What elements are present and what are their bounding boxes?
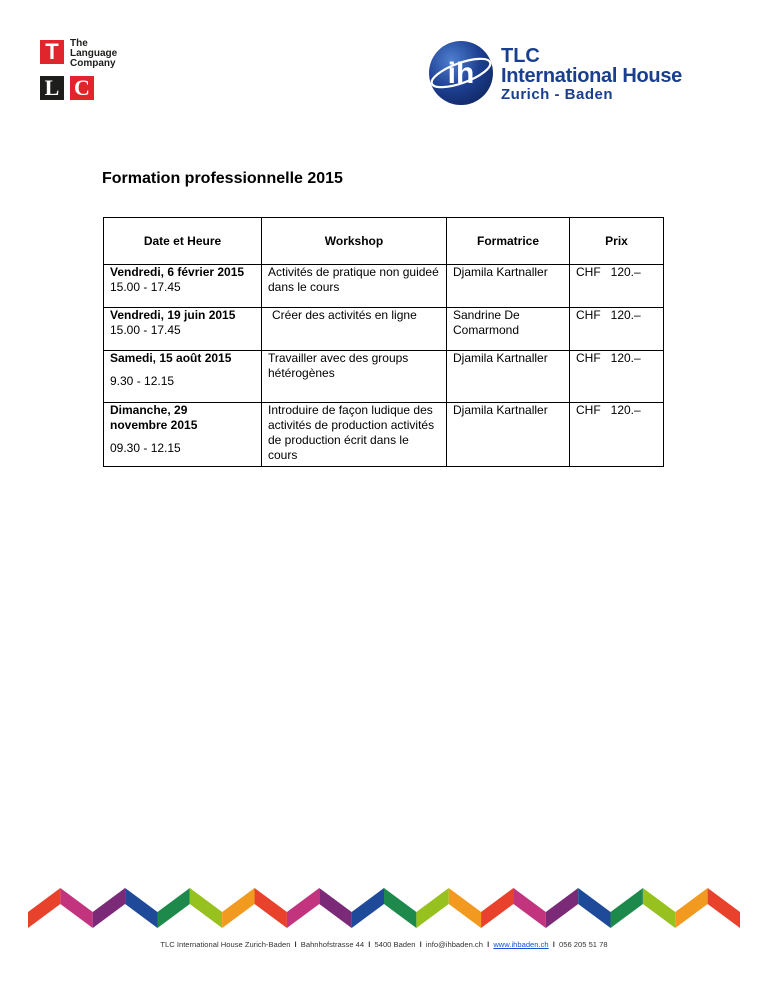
zigzag-segment	[481, 888, 513, 928]
cell-workshop: Activités de pratique non guideé dans le cours	[262, 265, 447, 308]
cell-workshop: Travailler avec des groups hétérogènes	[262, 351, 447, 403]
cell-trainer: Djamila Kartnaller	[447, 265, 570, 308]
zigzag-segment	[287, 888, 319, 928]
header-workshop: Workshop	[262, 218, 447, 265]
cell-date	[104, 351, 262, 403]
logo-tile-c: C	[70, 76, 94, 100]
decorative-zigzag-ribbon	[28, 882, 740, 932]
zigzag-segment	[93, 888, 125, 928]
document-title: Formation professionnelle 2015	[102, 170, 343, 187]
footer-org: TLC International House Zurich-Baden	[160, 940, 291, 949]
row-time: 15.00 - 17.45	[110, 323, 181, 337]
logo-company-name	[70, 39, 117, 69]
table-row	[104, 351, 664, 403]
zigzag-segment	[675, 888, 707, 928]
ih-wordmark	[501, 46, 682, 104]
zigzag-segment	[255, 888, 287, 928]
zigzag-segment	[60, 888, 92, 928]
cell-date	[104, 265, 262, 308]
zigzag-segment	[513, 888, 545, 928]
ih-mark: ih	[447, 57, 475, 90]
table-row	[104, 265, 664, 308]
zigzag-segment	[643, 888, 675, 928]
footer-website-link[interactable]: www.ihbaden.ch	[493, 940, 549, 949]
zigzag-segment	[416, 888, 448, 928]
zigzag-segment	[449, 888, 481, 928]
cell-price: CHF 120.–	[570, 403, 664, 467]
footer-contact	[0, 940, 768, 949]
ih-globe-icon	[428, 40, 494, 106]
zigzag-segment	[157, 888, 189, 928]
footer-email: info@ihbaden.ch	[425, 940, 483, 949]
table-row	[104, 403, 664, 467]
footer-separator: l	[368, 940, 371, 949]
logo-name-line2: Language	[70, 48, 118, 59]
cell-workshop	[262, 308, 447, 351]
footer-separator: l	[487, 940, 490, 949]
header-price: Prix	[570, 218, 664, 265]
row-time: 9.30 - 12.15	[110, 374, 175, 388]
row-date: Vendredi, 6 février 2015	[110, 265, 245, 279]
ih-logo	[428, 40, 718, 110]
header-date: Date et Heure	[104, 218, 262, 265]
logo-name-line1: The	[70, 38, 88, 49]
zigzag-segment	[222, 888, 254, 928]
table-row	[104, 308, 664, 351]
cell-trainer: Djamila Kartnaller	[447, 403, 570, 467]
ih-line-tlc: TLC	[501, 45, 540, 67]
header-trainer: Formatrice	[447, 218, 570, 265]
row-date: Vendredi, 19 juin 2015	[110, 308, 236, 322]
row-workshop: Créer des activités en ligne	[272, 308, 417, 322]
cell-workshop: Introduire de façon ludique des activités de production activités de production écrit dans le cours	[262, 403, 447, 467]
footer-phone: 056 205 51 78	[559, 940, 608, 949]
table-header-row	[104, 218, 664, 265]
cell-trainer: Sandrine De Comarmond	[447, 308, 570, 351]
zigzag-segment	[611, 888, 643, 928]
cell-date	[104, 308, 262, 351]
row-date: Dimanche, 29 novembre 2015	[110, 403, 198, 432]
zigzag-segment	[384, 888, 416, 928]
zigzag-segment	[190, 888, 222, 928]
zigzag-segment	[708, 888, 740, 928]
row-time: 09.30 - 12.15	[110, 441, 181, 455]
zigzag-segment	[125, 888, 157, 928]
cell-date	[104, 403, 262, 467]
ih-line-city: Zurich - Baden	[501, 86, 614, 103]
logo-tile-t: T	[40, 40, 64, 64]
zigzag-segment	[28, 888, 60, 928]
row-time: 15.00 - 17.45	[110, 280, 181, 294]
footer-city: 5400 Baden	[374, 940, 416, 949]
zigzag-segment	[319, 888, 351, 928]
footer-address: Bahnhofstrasse 44	[300, 940, 365, 949]
cell-price: CHF 120.–	[570, 265, 664, 308]
footer-separator: l	[294, 940, 297, 949]
footer-separator: l	[552, 940, 555, 949]
row-date: Samedi, 15 août 2015	[110, 351, 232, 365]
footer-separator: l	[419, 940, 422, 949]
logo-tile-l: L	[40, 76, 64, 100]
cell-trainer: Djamila Kartnaller	[447, 351, 570, 403]
tlc-logo	[40, 40, 160, 104]
zigzag-segment	[546, 888, 578, 928]
ih-line-international: International House	[501, 65, 682, 87]
logo-name-line3: Company	[70, 58, 116, 69]
cell-price: CHF 120.–	[570, 308, 664, 351]
schedule-table	[103, 217, 664, 467]
cell-price: CHF 120.–	[570, 351, 664, 403]
zigzag-segment	[578, 888, 610, 928]
zigzag-segment	[352, 888, 384, 928]
